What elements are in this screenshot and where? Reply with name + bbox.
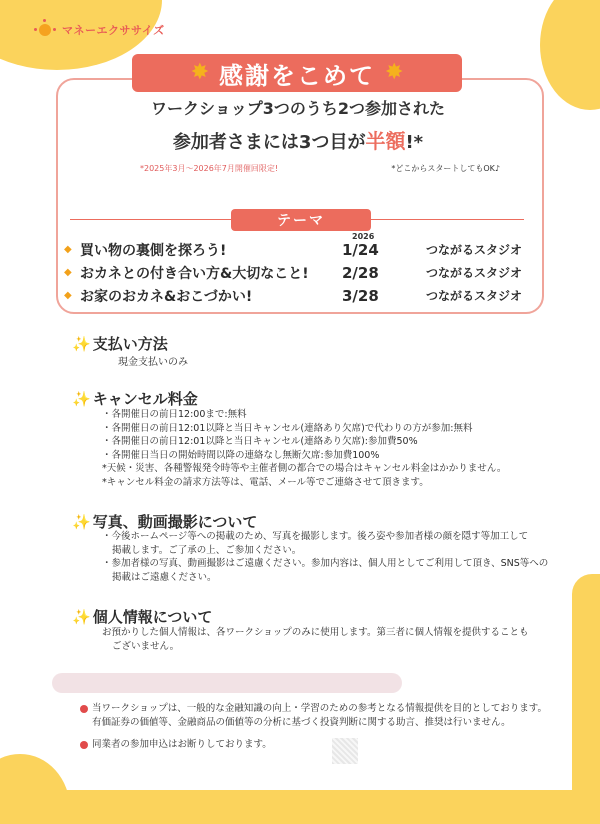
workshop-venue: つながるスタジオ	[426, 289, 523, 303]
cancel-line: ・各開催日の前日12:01以降と当日キャンセル(連絡あり欠席)で代わりの方が参加:無料	[102, 422, 473, 434]
decor-right-band	[572, 574, 600, 824]
faded-qr-code	[332, 738, 358, 764]
cancel-line: ・各開催日の前日12:01以降と当日キャンセル(連絡あり欠席):参加費50%	[102, 436, 418, 448]
photo-details	[102, 530, 548, 584]
payment-heading-text: 支払い方法	[92, 335, 168, 353]
payment-heading	[72, 333, 168, 354]
competitor-note	[80, 738, 272, 752]
start-note: *どこからスタートしてもOK♪	[391, 164, 500, 173]
red-dot-icon	[80, 705, 88, 713]
list-item	[64, 238, 524, 261]
photo-heading-text: 写真、動画撮影について	[92, 513, 258, 531]
headline-line-1: ワークショップ3つのうち2つ参加された	[151, 99, 445, 118]
campaign-notes	[140, 163, 500, 174]
cancel-heading	[72, 388, 198, 409]
diamond-bullet-icon: ◆	[64, 244, 72, 255]
disclaimer-line: 有価証券の価値等、金融商品の価値等の分析に基づく投資判断に関する助言、推奨は行いません。	[92, 716, 511, 728]
cancel-line: ・各開催日当日の開始時間以降の連絡なし無断欠席:参加費100%	[102, 449, 380, 461]
photo-heading	[72, 511, 257, 532]
headline-prefix: 参加者さまには3つ目が	[172, 132, 366, 153]
year-label: 2026	[352, 232, 375, 241]
decor-corner-top-right	[540, 0, 600, 110]
headline-line-2	[56, 125, 540, 154]
privacy-details	[102, 626, 529, 653]
campaign-headline	[56, 96, 540, 154]
list-item	[64, 261, 524, 284]
theme-label: テーマ	[231, 209, 371, 231]
title-banner	[132, 54, 462, 92]
disclaimer-note	[80, 702, 547, 729]
workshop-list	[64, 238, 524, 307]
page-title: 感謝をこめて	[219, 61, 375, 90]
payment-text: 現金支払いのみ	[118, 357, 188, 368]
photo-line: ・今後ホームページ等への掲載のため、写真を撮影します。後ろ姿や参加者様の顔を隠す等加工して	[102, 531, 529, 542]
workshop-title: お家のおカネ&おこづかい!	[80, 288, 253, 305]
workshop-venue: つながるスタジオ	[426, 266, 523, 280]
diamond-bullet-icon: ◆	[64, 290, 72, 301]
sparkle-icon: ✨	[72, 389, 91, 408]
decor-corner-bottom-left	[0, 754, 70, 824]
photo-line: 掲載します。ご了承の上、ご参加ください。	[112, 544, 302, 556]
competitor-note-text: 同業者の参加申込はお断りしております。	[92, 739, 272, 750]
headline-suffix: !*	[405, 132, 424, 153]
star-burst-icon: ✸	[190, 60, 209, 85]
disclaimer-line: 当ワークショップは、一般的な金融知識の向上・学習のための参考となる情報提供を目的としております。	[92, 703, 548, 714]
photo-line: 掲載はご遠慮ください。	[112, 571, 217, 583]
sparkle-icon: ✨	[72, 334, 91, 353]
privacy-line: ございません。	[112, 640, 180, 652]
privacy-heading-text: 個人情報について	[92, 608, 213, 626]
cancel-line: *キャンセル料金の請求方法等は、電話、メール等でご連絡させて頂きます。	[102, 476, 429, 488]
cancel-line: *天候・災害、各種警報発令時等や主催者側の都合での場合はキャンセル料金はかかりません。	[102, 463, 507, 475]
star-burst-icon: ✸	[385, 60, 404, 85]
cancel-heading-text: キャンセル料金	[92, 390, 198, 408]
brand-logo	[34, 22, 165, 38]
sparkle-icon: ✨	[72, 607, 91, 626]
privacy-line: お預かりした個人情報は、各ワークショップのみに使用します。第三者に個人情報を提供することも	[102, 627, 529, 638]
cancel-details	[102, 408, 506, 490]
workshop-venue: つながるスタジオ	[426, 243, 523, 257]
sparkle-icon: ✨	[72, 512, 91, 531]
workshop-title: おカネとの付き合い方&大切なこと!	[80, 265, 309, 282]
cancel-line: ・各開催日の前日12:00まで:無料	[102, 409, 247, 420]
workshop-title: 買い物の裏側を探ろう!	[80, 242, 227, 259]
list-item	[64, 284, 524, 307]
decor-bottom-band	[0, 790, 600, 824]
workshop-date: 1/24	[342, 240, 379, 259]
brand-name: マネーエクササイズ	[62, 24, 165, 37]
privacy-heading	[72, 606, 212, 627]
photo-line: ・参加者様の写真、動画撮影はご遠慮ください。参加内容は、個人用としてご利用して頂き、SNS等への	[102, 558, 549, 570]
red-dot-icon	[80, 741, 88, 749]
workshop-date: 3/28	[342, 286, 379, 305]
faded-contact-bar	[52, 673, 402, 693]
diamond-bullet-icon: ◆	[64, 267, 72, 278]
half-price-highlight: 半額	[365, 129, 406, 153]
sun-logo-icon	[34, 22, 56, 38]
period-note: *2025年3月～2026年7月開催回限定!	[140, 164, 279, 173]
workshop-date: 2/28	[342, 263, 379, 282]
